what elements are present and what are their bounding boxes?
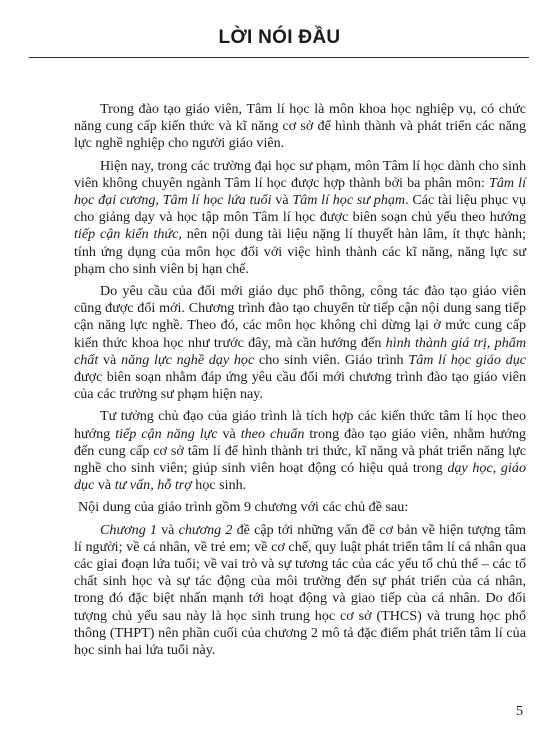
emphasis-run: Chương 1 xyxy=(100,521,157,538)
paragraph-3 xyxy=(74,283,526,403)
text-run: và xyxy=(94,477,115,494)
emphasis-run: tư vấn, hỗ trợ xyxy=(114,477,192,494)
text-run: trong đào tạo giáo viên, nhằm hướng đến cung cấp cơ sở tâm lí để hình thành tri thức, kĩ năng và phát triển năng lực nghề cho sinh viên; giúp sinh viên hoạt động có hiệu quả trong xyxy=(74,425,526,477)
text-run: Trong đào tạo giáo viên, Tâm lí học là môn khoa học nghiệp vụ, có chức năng cung cấp kiến thức và kĩ năng cơ sở để hình thành và phát triển các năng lực nghề nghiệp cho người giáo viên. xyxy=(74,101,526,152)
text-run: và xyxy=(156,521,179,538)
emphasis-run: Tâm lí học đại cương, Tâm lí học lứa tuổi xyxy=(74,174,527,209)
page-title: LỜI NÓI ĐẦU xyxy=(218,27,341,48)
text-run: học sinh. xyxy=(191,477,247,494)
emphasis-run: Tâm lí học giáo dục xyxy=(408,351,527,368)
text-run: được biên soạn nhằm đáp ứng yêu cầu đổi mới chương trình đào tạo giáo viên của các trường sư phạm hiện nay. xyxy=(74,369,526,403)
emphasis-run: dạy học, giáo dục xyxy=(74,460,526,494)
text-run: Tư tưởng chủ đạo của giáo trình là tích hợp các kiến thức tâm lí học theo hướng xyxy=(74,408,526,442)
text-run: và xyxy=(271,192,293,209)
emphasis-run: chương 2 xyxy=(178,521,233,538)
preface-body xyxy=(74,101,526,664)
paragraph-6 xyxy=(74,522,526,660)
text-run: Hiện nay, trong các trường đại học sư phạm, môn Tâm lí học dành cho sinh viên không chuyên ngành Tâm lí học được hợp thành bởi ba phân môn: xyxy=(74,157,526,191)
text-run: và xyxy=(217,425,241,442)
text-run: Nội dung của giáo trình gồm 9 chương với các chủ đề sau: xyxy=(78,499,409,516)
emphasis-run: hình thành giá trị, phẩm chất xyxy=(74,334,526,368)
text-run: và xyxy=(98,351,122,368)
text-run: Do yêu cầu của đổi mới giáo dục phổ thông, công tác đào tạo giáo viên cũng được đổi mới. Chương trình đào tạo chuyển từ tiếp cận nội dung sang tiếp cận năng lực nghề. Theo đó, các môn học không chỉ dừng lại ở mức cung cấp kiến thức khoa học như trước đây, mà cần hướng đến xyxy=(74,283,526,351)
paragraph-1 xyxy=(74,101,526,153)
emphasis-run: theo chuẩn xyxy=(240,425,305,442)
paragraph-5 xyxy=(74,499,526,516)
text-run: , nên nội dung tài liệu nặng lí thuyết hàn lâm, ít thực hành; tính ứng dụng của môn học đối với việc hình thành các kĩ năng, năng lực sư phạm cho sinh viên bị hạn chế. xyxy=(74,226,526,277)
text-run: . Các tài liệu phục vụ cho giảng dạy và học tập môn Tâm lí học được biên soạn chủ yếu theo hướng xyxy=(74,192,526,226)
text-run: đề cập tới những vấn đề cơ bản về hiện tượng tâm lí người; về cá nhân, về trẻ em; về cơ chế, quy luật phát triển tâm lí cá nhân qua các giai đoạn lứa tuổi; về vai trò và sự tương tác của các yếu tố chủ thể – các tố chất sinh học và sự tác động của môi trường đến sự phát triển của cá nhân, trong đó đặc biệt nhấn mạnh tới hoạt động và giao tiếp của cá nhân. Do đối tượng chủ yếu sau này là học sinh trung học cơ sở (THCS) và trung học phổ thông (THPT) nên phần cuối của chương 2 mô tả đặc điểm phát triển tâm lí của học sinh hai lứa tuổi này. xyxy=(74,521,526,659)
emphasis-run: Tâm lí học sư phạm xyxy=(292,192,406,209)
text-run: cho sinh viên. Giáo trình xyxy=(254,351,409,368)
emphasis-run: tiếp cận năng lực xyxy=(115,425,218,442)
page-number: 5 xyxy=(516,704,523,719)
paragraph-2 xyxy=(74,158,526,278)
paragraph-4 xyxy=(74,408,526,494)
title-divider xyxy=(29,57,529,58)
emphasis-run: năng lực nghề dạy học xyxy=(121,351,255,368)
emphasis-run: tiếp cận kiến thức xyxy=(74,226,179,243)
